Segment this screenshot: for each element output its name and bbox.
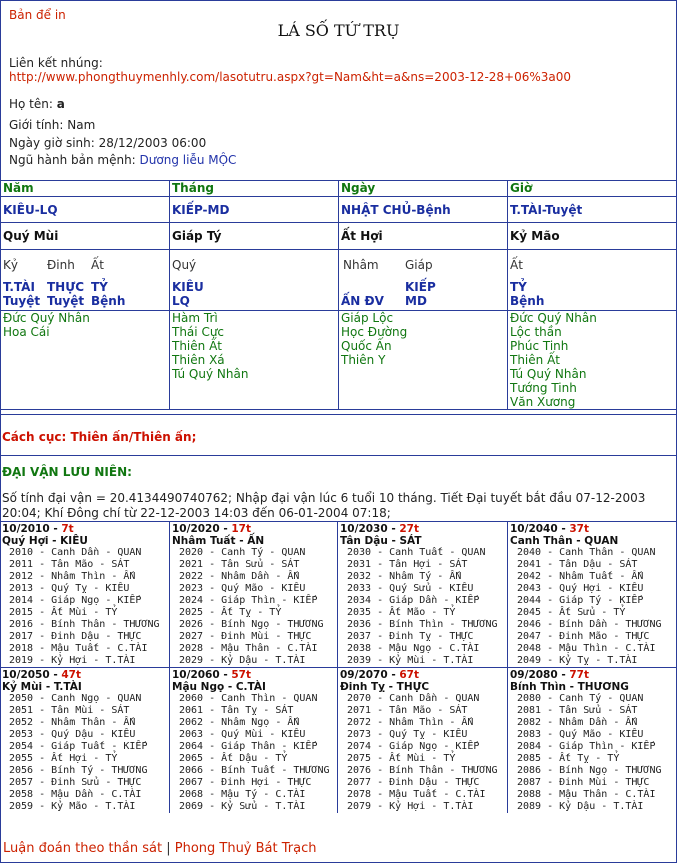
year-entry: 2049 - Kỷ Tỵ - T.TÀI (517, 655, 638, 666)
year-entry: 2030 - Canh Tuất - QUAN (347, 547, 486, 558)
period-start: 10/2030 - (340, 523, 400, 535)
dai-van-period (508, 667, 677, 813)
star-item: Văn Xương (510, 395, 576, 409)
birth-label: Ngày giờ sinh: (9, 136, 95, 150)
hidden-stem: Đinh (47, 258, 75, 272)
divider (0, 455, 677, 456)
period-name: Kỷ Mùi - T.TÀI (2, 681, 82, 693)
year-entry: 2080 - Canh Tý - QUAN (517, 693, 644, 704)
hidden-stem: Giáp (405, 258, 433, 272)
year-entry: 2075 - Ất Mùi - TỶ (347, 753, 456, 764)
pillar-hidden-day (339, 250, 508, 311)
year-entry: 2028 - Mậu Thân - C.TÀI (179, 643, 318, 654)
star-item: Tú Quý Nhân (172, 367, 249, 381)
year-entry: 2017 - Đinh Dậu - THỰC (9, 631, 142, 642)
cach-cuc-label: Cách cục: (2, 430, 67, 444)
footer-links (3, 841, 316, 856)
period-age: 67t (399, 669, 419, 681)
year-entry: 2050 - Canh Ngọ - QUAN (9, 693, 142, 704)
hidden-god: TỶ Bệnh (91, 280, 126, 308)
year-entry: 2060 - Canh Thìn - QUAN (179, 693, 318, 704)
period-header (340, 669, 507, 681)
year-entry: 2054 - Giáp Tuất - KIẾP (9, 741, 148, 752)
year-entry: 2011 - Tân Mão - SÁT (9, 559, 130, 570)
year-entry: 2089 - Kỷ Dậu - T.TÀI (517, 801, 644, 812)
year-entry: 2027 - Đinh Mùi - THỰC (179, 631, 312, 642)
year-entry: 2036 - Bính Thìn - THƯƠNG (347, 619, 498, 630)
period-start: 09/2080 - (510, 669, 570, 681)
year-entry: 2056 - Bính Tý - THƯƠNG (9, 765, 148, 776)
star-item: Đức Quý Nhân (3, 311, 90, 325)
period-header (172, 523, 337, 535)
year-entry: 2019 - Kỷ Hợi - T.TÀI (9, 655, 136, 666)
star-item: Thiên Ất (172, 339, 222, 353)
year-entry: 2066 - Bính Tuất - THƯƠNG (179, 765, 330, 776)
year-entry: 2074 - Giáp Ngọ - KIẾP (347, 741, 480, 752)
year-entry: 2033 - Quý Sửu - KIÊU (347, 583, 474, 594)
bat-trach-link[interactable]: Phong Thuỷ Bát Trạch (174, 841, 317, 856)
embed-label: Liên kết nhúng: (9, 56, 103, 70)
year-entry: 2052 - Nhâm Thân - ẤN (9, 717, 136, 728)
birth-row (9, 136, 206, 150)
divider (0, 414, 677, 415)
star-item: Hoa Cái (3, 325, 50, 339)
year-entry: 2020 - Canh Tý - QUAN (179, 547, 306, 558)
year-entry: 2047 - Đinh Mão - THỰC (517, 631, 650, 642)
gender-label: Giới tính: (9, 118, 64, 132)
year-entry: 2026 - Bính Ngọ - THƯƠNG (179, 619, 324, 630)
year-entry: 2032 - Nhâm Tý - ẤN (347, 571, 462, 582)
than-sat-link[interactable]: Luận đoán theo thần sát (3, 841, 163, 856)
year-entry: 2063 - Quý Mùi - KIÊU (179, 729, 306, 740)
year-entry: 2062 - Nhâm Ngọ - ẤN (179, 717, 300, 728)
embed-url[interactable]: http://www.phongthuymenhly.com/lasotutru.aspx?gt=Nam&ht=a&ns=2003-12-28+06%3a00 (9, 70, 572, 84)
year-entry: 2043 - Quý Hợi - KIÊU (517, 583, 644, 594)
period-age: 17t (231, 523, 251, 535)
year-entry: 2084 - Giáp Thìn - KIẾP (517, 741, 656, 752)
hidden-god: ẤN ĐV (341, 294, 384, 308)
year-entry: 2067 - Đinh Hợi - THỰC (179, 777, 312, 788)
year-entry: 2085 - Ất Tỵ - TỶ (517, 753, 620, 764)
period-header (510, 523, 676, 535)
year-entry: 2021 - Tân Sửu - SÁT (179, 559, 300, 570)
period-name: Tân Dậu - SÁT (340, 535, 422, 547)
pillar-stars-year (1, 311, 170, 410)
hidden-stem: Nhâm (343, 258, 379, 272)
element-label: Ngũ hành bản mệnh: (9, 153, 136, 167)
pillar-canchi-month: Giáp Tý (170, 223, 339, 250)
period-name: Đinh Tỵ - THỰC (340, 681, 430, 693)
dai-van-period (0, 667, 170, 813)
year-entry: 2018 - Mậu Tuất - C.TÀI (9, 643, 148, 654)
pillar-hidden-month (170, 250, 339, 311)
year-entry: 2010 - Canh Dần - QUAN (9, 547, 142, 558)
period-name: Nhâm Tuất - ẤN (172, 535, 265, 547)
period-age: 7t (61, 523, 74, 535)
star-item: Thái Cực (172, 325, 225, 339)
star-item: Lộc thần (510, 325, 562, 339)
name-value: a (56, 97, 65, 111)
year-entry: 2077 - Đinh Dậu - THỰC (347, 777, 480, 788)
star-item: Thiên Y (341, 353, 386, 367)
period-age: 57t (231, 669, 251, 681)
year-entry: 2081 - Tân Sửu - SÁT (517, 705, 638, 716)
year-entry: 2031 - Tân Hợi - SÁT (347, 559, 468, 570)
star-item: Thiên Ất (510, 353, 560, 367)
star-item: Giáp Lộc (341, 311, 394, 325)
star-item: Quốc Ấn (341, 339, 392, 353)
year-entry: 2016 - Bính Thân - THƯƠNG (9, 619, 160, 630)
pillar-canchi-day: Ất Hợi (339, 223, 508, 250)
pillars-table (0, 180, 677, 410)
year-entry: 2040 - Canh Thân - QUAN (517, 547, 656, 558)
year-entry: 2071 - Tân Mão - SÁT (347, 705, 468, 716)
year-entry: 2086 - Bính Ngọ - THƯƠNG (517, 765, 662, 776)
element-row (9, 153, 236, 167)
year-entry: 2044 - Giáp Tý - KIẾP (517, 595, 644, 606)
pillar-header-year: Năm (1, 181, 170, 197)
star-item: Tú Quý Nhân (510, 367, 587, 381)
footer-separator: | (162, 841, 175, 856)
pillar-stars-day (339, 311, 508, 410)
year-entry: 2045 - Ất Sửu - TỶ (517, 607, 626, 618)
hidden-stem: Ất (91, 258, 104, 272)
year-entry: 2039 - Kỷ Mùi - T.TÀI (347, 655, 474, 666)
dai-van-title: ĐẠI VẬN LƯU NIÊN: (2, 465, 132, 479)
cach-cuc-value: Thiên ấn/Thiên ấn; (70, 430, 197, 444)
period-start: 10/2050 - (2, 669, 62, 681)
year-entry: 2073 - Quý Tỵ - KIÊU (347, 729, 468, 740)
pillar-stars-month (170, 311, 339, 410)
dai-van-grid (0, 521, 677, 813)
period-start: 10/2010 - (2, 523, 62, 535)
year-entry: 2068 - Mậu Tý - C.TÀI (179, 789, 306, 800)
year-entry: 2048 - Mậu Thìn - C.TÀI (517, 643, 656, 654)
star-item: Thiên Xá (172, 353, 225, 367)
year-entry: 2072 - Nhâm Thìn - ẤN (347, 717, 474, 728)
dai-van-description: Số tính đại vận = 20.4134490740762; Nhập đại vận lúc 6 tuổi 10 tháng. Tiết Đại tuyết bắt đầu 07-12-2003 20:04; Khí Đông chí từ 22-12-2003 14:03 đến 06-01-2004 07:18; (2, 491, 646, 520)
gender-value: Nam (67, 118, 96, 132)
year-entry: 2034 - Giáp Dần - KIẾP (347, 595, 480, 606)
year-entry: 2014 - Giáp Ngọ - KIẾP (9, 595, 142, 606)
hidden-god: TỶ Bệnh (510, 280, 545, 308)
year-entry: 2064 - Giáp Thân - KIẾP (179, 741, 318, 752)
year-entry: 2082 - Nhâm Dần - ẤN (517, 717, 638, 728)
birth-value: 28/12/2003 06:00 (98, 136, 207, 150)
period-start: 09/2070 - (340, 669, 400, 681)
hidden-stem: Quý (172, 258, 197, 272)
period-start: 10/2040 - (510, 523, 570, 535)
year-entry: 2046 - Bính Dần - THƯƠNG (517, 619, 662, 630)
year-entry: 2059 - Kỷ Mão - T.TÀI (9, 801, 136, 812)
pillar-stars-hour (508, 311, 677, 410)
period-age: 77t (569, 669, 589, 681)
year-entry: 2013 - Quý Tỵ - KIÊU (9, 583, 130, 594)
year-entry: 2076 - Bính Thân - THƯƠNG (347, 765, 498, 776)
dai-van-period (170, 521, 338, 667)
year-entry: 2061 - Tân Tỵ - SÁT (179, 705, 294, 716)
hidden-god: KIÊU LQ (172, 280, 204, 308)
year-entry: 2037 - Đinh Tỵ - THỰC (347, 631, 474, 642)
hidden-god: T.TÀI Tuyệt (3, 280, 41, 308)
pillar-canchi-year: Quý Mùi (1, 223, 170, 250)
year-entry: 2087 - Đinh Mùi - THỰC (517, 777, 650, 788)
dai-van-period (338, 521, 508, 667)
pillar-role-month: KIẾP-MD (170, 197, 339, 223)
year-entry: 2035 - Ất Mão - TỶ (347, 607, 456, 618)
pillar-hidden-year (1, 250, 170, 311)
period-name: Bính Thìn - THƯƠNG (510, 681, 629, 693)
period-start: 10/2020 - (172, 523, 232, 535)
hidden-stem: Ất (510, 258, 523, 272)
period-header (340, 523, 507, 535)
year-entry: 2038 - Mậu Ngọ - C.TÀI (347, 643, 480, 654)
year-entry: 2065 - Ất Dậu - TỶ (179, 753, 288, 764)
year-entry: 2041 - Tân Dậu - SÁT (517, 559, 638, 570)
period-start: 10/2060 - (172, 669, 232, 681)
name-label: Họ tên: (9, 97, 53, 111)
period-header (2, 523, 169, 535)
year-entry: 2029 - Kỷ Dậu - T.TÀI (179, 655, 306, 666)
period-age: 27t (399, 523, 419, 535)
hidden-god: THỰC Tuyệt (47, 280, 85, 308)
year-entry: 2057 - Đinh Sửu - THỰC (9, 777, 142, 788)
year-entry: 2079 - Kỷ Hợi - T.TÀI (347, 801, 474, 812)
period-name: Canh Thân - QUAN (510, 535, 619, 547)
pillar-role-day: NHẬT CHỦ-Bệnh (339, 197, 508, 223)
period-header (510, 669, 676, 681)
year-entry: 2088 - Mậu Thân - C.TÀI (517, 789, 656, 800)
year-entry: 2022 - Nhâm Dần - ẤN (179, 571, 300, 582)
year-entry: 2069 - Kỷ Sửu - T.TÀI (179, 801, 306, 812)
period-header (2, 669, 169, 681)
element-value: Dương liễu MỘC (139, 153, 237, 167)
cach-cuc (2, 430, 196, 444)
pillar-canchi-hour: Kỷ Mão (508, 223, 677, 250)
year-entry: 2025 - Ất Tỵ - TỶ (179, 607, 282, 618)
print-link[interactable]: Bản để in (9, 8, 66, 22)
year-entry: 2055 - Ất Hợi - TỶ (9, 753, 118, 764)
dai-van-period (170, 667, 338, 813)
year-entry: 2070 - Canh Dần - QUAN (347, 693, 480, 704)
dai-van-period (508, 521, 677, 667)
pillar-header-day: Ngày (339, 181, 508, 197)
hidden-stem: Kỷ (3, 258, 18, 272)
pillar-header-month: Tháng (170, 181, 339, 197)
year-entry: 2012 - Nhâm Thìn - ẤN (9, 571, 136, 582)
year-entry: 2042 - Nhâm Tuất - ẤN (517, 571, 644, 582)
year-entry: 2058 - Mậu Dần - C.TÀI (9, 789, 142, 800)
pillar-hidden-hour (508, 250, 677, 311)
year-entry: 2024 - Giáp Thìn - KIẾP (179, 595, 318, 606)
period-header (172, 669, 337, 681)
year-entry: 2023 - Quý Mão - KIÊU (179, 583, 306, 594)
pillar-header-hour: Giờ (508, 181, 677, 197)
hidden-god: KIẾP MD (405, 280, 436, 308)
star-item: Hàm Trì (172, 311, 218, 325)
star-item: Đức Quý Nhân (510, 311, 597, 325)
dai-van-period (338, 667, 508, 813)
year-entry: 2053 - Quý Dậu - KIÊU (9, 729, 136, 740)
name-row (9, 97, 65, 111)
year-entry: 2051 - Tân Mùi - SÁT (9, 705, 130, 716)
period-name: Quý Hợi - KIÊU (2, 535, 88, 547)
period-name: Mậu Ngọ - C.TÀI (172, 681, 266, 693)
year-entry: 2078 - Mậu Tuất - C.TÀI (347, 789, 486, 800)
year-entry: 2083 - Quý Mão - KIÊU (517, 729, 644, 740)
dai-van-period (0, 521, 170, 667)
page-title: LÁ SỐ TỨ TRỤ (277, 21, 400, 40)
star-item: Tướng Tinh (510, 381, 577, 395)
star-item: Học Đường (341, 325, 408, 339)
gender-row (9, 118, 95, 132)
year-entry: 2015 - Ất Mùi - TỶ (9, 607, 118, 618)
pillar-role-year: KIÊU-LQ (1, 197, 170, 223)
pillar-role-hour: T.TÀI-Tuyệt (508, 197, 677, 223)
period-age: 37t (569, 523, 589, 535)
star-item: Phúc Tinh (510, 339, 569, 353)
period-age: 47t (61, 669, 81, 681)
